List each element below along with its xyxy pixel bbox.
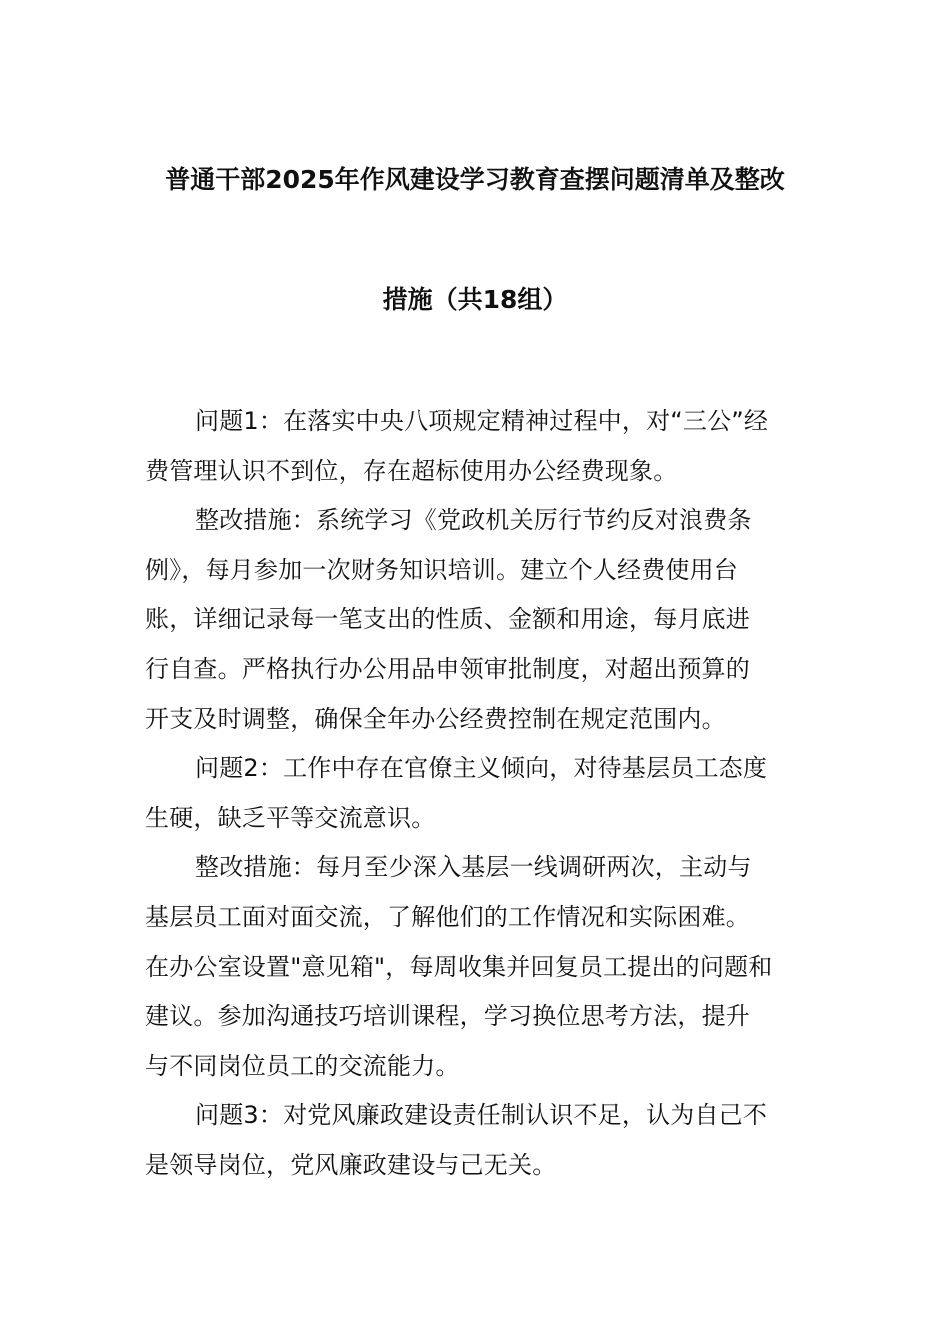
paragraph-measure-1 (145, 496, 809, 744)
paragraph-problem-3 (145, 1091, 809, 1190)
paragraph-line: 是领导岗位，党风廉政建设与己无关。 (145, 1150, 557, 1179)
paragraph-line: 整改措施：每月至少深入基层一线调研两次，主动与 (195, 853, 752, 882)
document-body (145, 397, 809, 1191)
paragraph-line: 账，详细记录每一笔支出的性质、金额和用途，每月底进 (145, 605, 750, 634)
paragraph-line: 生硬，缺乏平等交流意识。 (145, 803, 436, 832)
paragraph-line: 在办公室设置"意见箱"，每周收集并回复员工提出的问题和 (145, 952, 773, 981)
paragraph-line: 整改措施：系统学习《党政机关厉行节约反对浪费条 (195, 506, 752, 535)
paragraph-line: 问题3：对党风廉政建设责任制认识不足，认为自己不 (195, 1101, 768, 1130)
paragraph-measure-2 (145, 843, 809, 1091)
paragraph-line: 问题2：工作中存在官僚主义倾向，对待基层员工态度 (195, 754, 768, 783)
paragraph-line: 基层员工面对面交流，了解他们的工作情况和实际困难。 (145, 902, 750, 931)
paragraph-line: 开支及时调整，确保全年办公经费控制在规定范围内。 (145, 704, 726, 733)
paragraph-line: 建议。参加沟通技巧培训课程，学习换位思考方法，提升 (145, 1002, 750, 1031)
paragraph-line: 行自查。严格执行办公用品申领审批制度，对超出预算的 (145, 654, 750, 683)
paragraph-line: 费管理认识不到位，存在超标使用办公经费现象。 (145, 456, 678, 485)
paragraph-line: 与不同岗位员工的交流能力。 (145, 1051, 460, 1080)
paragraph-line: 例》，每月参加一次财务知识培训。建立个人经费使用台 (145, 555, 738, 584)
paragraph-problem-1 (145, 397, 809, 496)
document-title-line-1: 普通干部2025年作风建设学习教育查摆问题清单及整改 (165, 165, 785, 194)
paragraph-problem-2 (145, 744, 809, 843)
document-title-line-2: 措施（共18组） (382, 285, 568, 314)
paragraph-line: 问题1：在落实中央八项规定精神过程中，对“三公”经 (195, 407, 769, 435)
